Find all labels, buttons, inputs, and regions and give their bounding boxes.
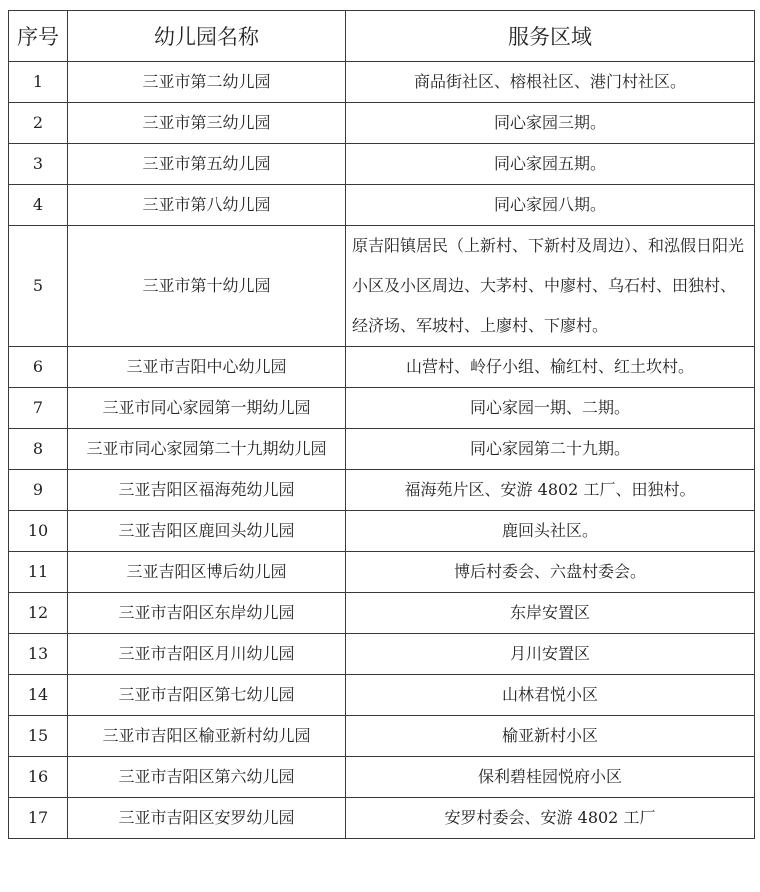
table-row [9,470,755,511]
table-row [9,144,755,185]
table-row [9,552,755,593]
cell-kindergarten-name: 三亚市第三幼儿园 [68,103,346,144]
cell-service-area: 山营村、岭仔小组、榆红村、红土坎村。 [346,347,755,388]
cell-kindergarten-name: 三亚市吉阳中心幼儿园 [68,347,346,388]
kindergarten-service-area-table [8,10,755,839]
cell-kindergarten-name: 三亚吉阳区鹿回头幼儿园 [68,511,346,552]
header-serial-number: 序号 [9,11,68,62]
table-row [9,103,755,144]
cell-kindergarten-name: 三亚市同心家园第一期幼儿园 [68,388,346,429]
table-row [9,716,755,757]
table-row [9,62,755,103]
cell-service-area: 保利碧桂园悦府小区 [346,757,755,798]
table-row [9,185,755,226]
cell-kindergarten-name: 三亚市吉阳区月川幼儿园 [68,634,346,675]
cell-service-area: 东岸安置区 [346,593,755,634]
table-row [9,511,755,552]
cell-kindergarten-name: 三亚市吉阳区榆亚新村幼儿园 [68,716,346,757]
cell-kindergarten-name: 三亚市吉阳区第六幼儿园 [68,757,346,798]
cell-serial-number: 10 [9,511,68,552]
cell-service-area: 鹿回头社区。 [346,511,755,552]
header-service-area: 服务区域 [346,11,755,62]
table-body [9,62,755,839]
cell-service-area: 博后村委会、六盘村委会。 [346,552,755,593]
cell-kindergarten-name: 三亚市第五幼儿园 [68,144,346,185]
cell-serial-number: 4 [9,185,68,226]
cell-kindergarten-name: 三亚吉阳区博后幼儿园 [68,552,346,593]
cell-kindergarten-name: 三亚市第二幼儿园 [68,62,346,103]
cell-serial-number: 8 [9,429,68,470]
cell-serial-number: 5 [9,226,68,347]
cell-kindergarten-name: 三亚吉阳区福海苑幼儿园 [68,470,346,511]
table-row [9,593,755,634]
cell-serial-number: 16 [9,757,68,798]
cell-service-area: 安罗村委会、安游 4802 工厂 [346,798,755,839]
cell-service-area: 同心家园八期。 [346,185,755,226]
cell-serial-number: 14 [9,675,68,716]
table-row [9,634,755,675]
cell-serial-number: 6 [9,347,68,388]
cell-kindergarten-name: 三亚市第十幼儿园 [68,226,346,347]
cell-serial-number: 15 [9,716,68,757]
table-row [9,757,755,798]
table-row [9,675,755,716]
cell-service-area: 商品街社区、榕根社区、港门村社区。 [346,62,755,103]
cell-service-area: 月川安置区 [346,634,755,675]
header-kindergarten-name: 幼儿园名称 [68,11,346,62]
cell-serial-number: 17 [9,798,68,839]
cell-service-area: 原吉阳镇居民（上新村、下新村及周边）、和泓假日阳光小区及小区周边、大茅村、中廖村、乌石村、田独村、经济场、军坡村、上廖村、下廖村。 [346,226,755,347]
table-row [9,798,755,839]
table-row [9,429,755,470]
cell-service-area: 同心家园一期、二期。 [346,388,755,429]
cell-serial-number: 3 [9,144,68,185]
cell-serial-number: 12 [9,593,68,634]
cell-serial-number: 13 [9,634,68,675]
cell-service-area: 同心家园三期。 [346,103,755,144]
cell-serial-number: 7 [9,388,68,429]
cell-service-area: 山林君悦小区 [346,675,755,716]
cell-serial-number: 1 [9,62,68,103]
table-row [9,388,755,429]
cell-service-area: 榆亚新村小区 [346,716,755,757]
cell-service-area: 福海苑片区、安游 4802 工厂、田独村。 [346,470,755,511]
table-row [9,226,755,347]
cell-kindergarten-name: 三亚市吉阳区安罗幼儿园 [68,798,346,839]
table-row [9,347,755,388]
cell-kindergarten-name: 三亚市吉阳区东岸幼儿园 [68,593,346,634]
cell-kindergarten-name: 三亚市同心家园第二十九期幼儿园 [68,429,346,470]
cell-service-area: 同心家园第二十九期。 [346,429,755,470]
table-header-row [9,11,755,62]
cell-serial-number: 9 [9,470,68,511]
cell-kindergarten-name: 三亚市第八幼儿园 [68,185,346,226]
cell-kindergarten-name: 三亚市吉阳区第七幼儿园 [68,675,346,716]
cell-service-area: 同心家园五期。 [346,144,755,185]
cell-serial-number: 2 [9,103,68,144]
cell-serial-number: 11 [9,552,68,593]
